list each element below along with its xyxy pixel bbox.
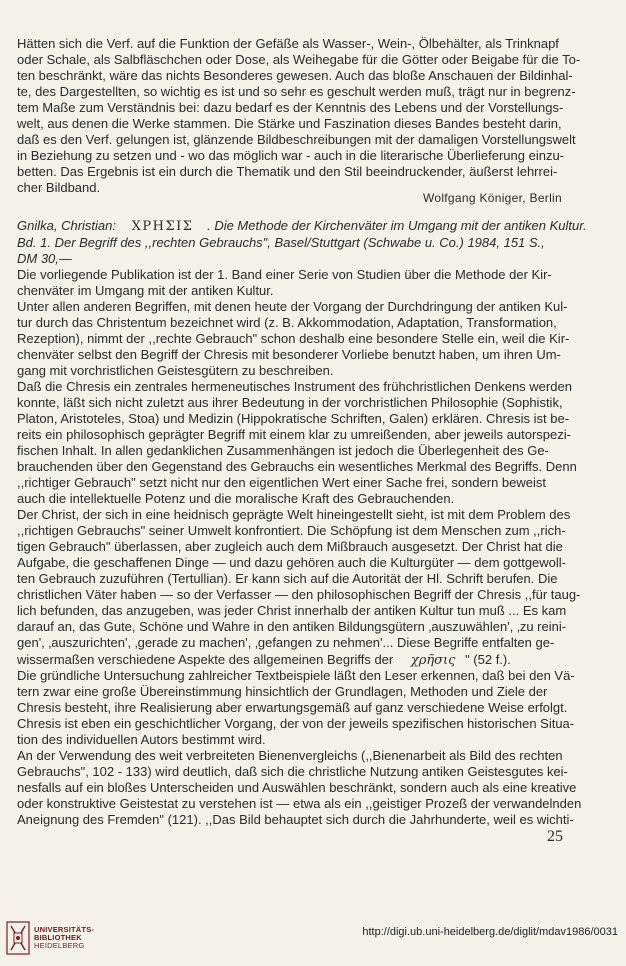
text-line: cher Bildband.: [17, 180, 101, 195]
source-url[interactable]: http://digi.ub.uni-heidelberg.de/diglit/mdav1986/0031: [362, 926, 618, 938]
text-line: chenväter im Umgang mit der antiken Kultur.: [17, 283, 274, 298]
page-number: 25: [547, 828, 563, 845]
text-line: ten Gebrauch zuzuführen (Tertullian). Er kann sich auf die Autorität der Hl. Schrift berufen. Die: [17, 571, 558, 586]
text-line: fischen Inhalt. In allen gedanklichen Zusammenhängen ist jedoch die Überlegenheit des Ge-: [17, 443, 549, 458]
text-line: chenväter selbst den Begriff der Chresis mit besonderer Vorliebe benutzt haben, um ihren Um-: [17, 347, 561, 362]
text-line: Gebrauchs", 102 - 133) wird deutlich, daß sich die christliche Nutzung antiken Geistesgutes kei-: [17, 764, 568, 779]
text-line: christlichen Väter haben — so der Verfasser — den philosophischen Begriff der Chresis ,,für taug-: [17, 587, 581, 602]
text-line: ten beschränkt, wäre das nichts Besonderes gewesen. Auch das bloße Anschauen der Bildinhal-: [17, 68, 573, 83]
text-line: Der Christ, der sich in eine heidnisch geprägte Welt hineingestellt sieht, ist mit dem Problem des: [17, 507, 571, 522]
text-line: Chresis besteht, ihre Realisierung aber erwartungsgemäß auf ganz verschiedene Weise erfolgt.: [17, 700, 568, 715]
text-line: tigen Gebrauch" überlassen, aber zugleich auch dem Mißbrauch ausgesetzt. Der Christ hat die: [17, 539, 563, 554]
text-line-greek: [17, 652, 511, 669]
text-line: nesfalls auf ein bloßes Unterscheiden und Auswählen beschränkt, sondern auch als eine kreative: [17, 780, 577, 795]
text-line: Platon, Aristoteles, Stoa) und Medizin (Hippokratische Schriften, Galen) erklären. Chresis ist be-: [17, 411, 570, 426]
text-line: in Beziehung zu setzen und - wo das möglich war - auch in die literarische Überlieferung einzu-: [17, 148, 565, 163]
text-line: oder Schale, als Salbfläschchen oder Dose, als Weihegabe für die Götter oder Beigabe für die To-: [17, 52, 581, 67]
review-signature: Wolfgang Königer, Berlin: [422, 191, 562, 205]
text-line: betten. Das Ergebnis ist ein durch die Thematik und den Stil beeindruckender, äußerst lehrrei-: [17, 164, 558, 179]
text-line: reits ein philosophisch geprägter Begriff mit einem klar zu umreißenden, aber jeweils autorspezi-: [17, 427, 571, 442]
text-line: darauf an, das Gute, Schöne und Wahre in den antiken Bildungsgütern ‚auszuwählen', ‚zu reini-: [17, 619, 567, 634]
citation-title: . Die Methode der Kirchenväter im Umgang mit der antiken Kultur.: [207, 218, 587, 233]
text-line: auch die intellektuelle Potenz und die moralische Kraft des Gebrauchenden.: [17, 491, 455, 506]
text-line: gen', ‚auszurichten', ‚gerade zu machen', ‚gefangen zu nehmen'... Diese Begriffe entfalten ge-: [17, 635, 555, 650]
text-line: ,,richtigen Gebrauchs" seiner Umwelt konfrontiert. Die Schöpfung ist dem Menschen zum ,,rich-: [17, 523, 566, 538]
text-line: lich befunden, das anzugeben, was jeder Christ innerhalb der antiken Kultur tun muß ... Es kam: [17, 603, 567, 618]
text-line: Unter allen anderen Begriffen, mit denen heute der Vorgang der Durchdringung der antiken Kul-: [17, 299, 568, 314]
citation-line-2: Bd. 1. Der Begriff des ,,rechten Gebrauchs", Basel/Stuttgart (Schwabe u. Co.) 1984, 151 S.,: [17, 235, 545, 250]
logo-line: BIBLIOTHEK: [34, 933, 82, 943]
text-line: tur durch das Christentum bezeichnet wird (z. B. Akkommodation, Adaptation, Transformation,: [17, 315, 557, 330]
text-line: te, des Dargestellten, so wichtig es ist und so sehr es geschult werden muß, trägt nur in begrenz-: [17, 84, 576, 99]
text-line: brauchenden über den Gegenstand des Gebrauchs ein wesentliches Merkmal des Begriffs. Denn: [17, 459, 577, 474]
text-line: oder konstruktive Geistestat zu verstehen ist — etwa als ein ,,geistiger Prozeß der verwandelnden: [17, 796, 582, 811]
text-line: An der Verwendung des weit verbreiteten Bienenvergleichs (,,Bienenarbeit als Bild des rechten: [17, 748, 563, 763]
text-line: ,,richtiger Gebrauch" setzt nicht nur den eigentlichen Wert einer Sache frei, sondern beweist: [17, 475, 546, 490]
library-logo-text: [34, 926, 94, 951]
footer-bar: [0, 915, 626, 966]
text-segment: wissermaßen verschiedene Aspekte des allgemeinen Begriffs der: [17, 652, 394, 667]
text-segment: " (52 f.).: [465, 652, 511, 667]
library-logo-icon: [6, 921, 30, 955]
citation-greek-title: ΧΡΗΣΙΣ: [131, 219, 194, 234]
greek-word: χρῆσις: [410, 653, 456, 668]
text-line: tem Maße zum Verständnis bei: dazu bedarf es der Kenntnis des Lebens und der Vorstellungs-: [17, 100, 564, 115]
text-line: gang mit vorchristlichen Geistesgütern zu beschreiben.: [17, 363, 334, 378]
text-line: konnte, läßt sich nicht zuletzt aus ihrer Bedeutung in der vorchristlichen Philosophie (Sophistik,: [17, 395, 563, 410]
text-line: Hätten sich die Verf. auf die Funktion der Gefäße als Wasser-, Wein-, Ölbehälter, als Trinknapf: [17, 36, 559, 51]
text-line: Aneignung des Fremden" (121). ,,Das Bild behauptet sich durch die Jahrhunderte, weil es wichti-: [17, 812, 574, 827]
text-line: Die vorliegende Publikation ist der 1. Band einer Serie von Studien über die Methode der Kir-: [17, 267, 552, 282]
citation-line-1: [17, 218, 587, 235]
text-line: Aufgabe, die geschaffenen Dinge — und dazu gehören auch die Kulturgüter — dem gottgewoll-: [17, 555, 567, 570]
text-line: Daß die Chresis ein zentrales hermeneutisches Instrument des frühchristlichen Denkens werden: [17, 379, 572, 394]
text-line: Rezeption), nimmt der ,,rechte Gebrauch" schon deshalb eine besondere Stelle ein, weil die Kir-: [17, 331, 570, 346]
citation-author: Gnilka, Christian:: [17, 218, 116, 233]
logo-line: UNIVERSITÄTS-: [34, 925, 95, 934]
text-line: daß es den Verf. gelungen ist, glänzende Bildbeschreibungen mit der damaligen Vorstellungswelt: [17, 132, 576, 147]
text-line: tern zwar eine große Übereinstimmung hinsichtlich der Grundlagen, Methoden und Ziele der: [17, 684, 548, 699]
text-line: tion des individuellen Autors bestimmt wird.: [17, 732, 266, 747]
citation-line-3: DM 30,—: [17, 251, 72, 266]
logo-line: HEIDELBERG: [34, 941, 85, 951]
text-line: welt, aus denen die Werke stammen. Die Stärke und Faszination dieses Bandes besteht darin,: [17, 116, 562, 131]
text-line: Die gründliche Untersuchung zahlreicher Textbeispiele läßt den Leser erkennen, daß bei den Vä-: [17, 668, 575, 683]
text-line: Chresis ist eben ein geschichtlicher Vorgang, der von der jeweils spezifischen historischen Situa-: [17, 716, 575, 731]
